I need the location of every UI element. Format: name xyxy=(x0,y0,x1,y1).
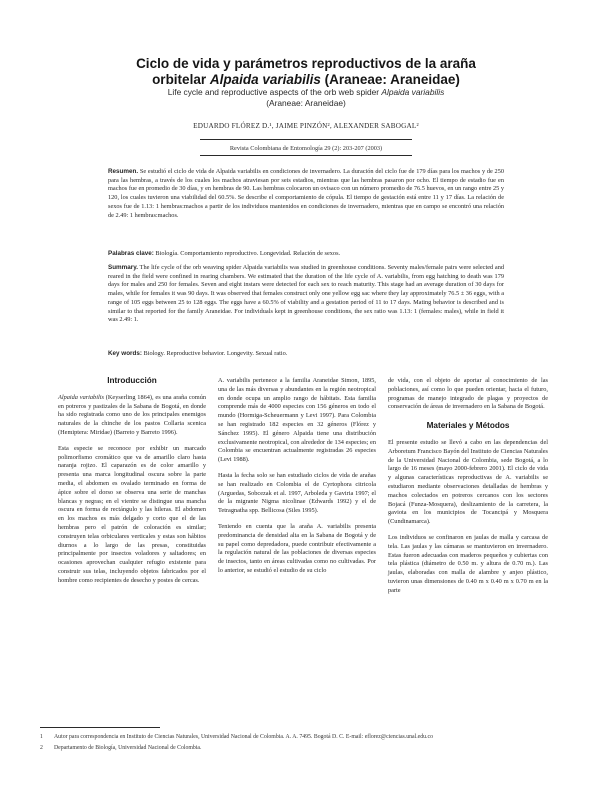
col2-paragraph-3: Teniendo en cuenta que la araña A. variabilis presenta predominancia de densidad alta en la Sabana de Bogotá y de su papel como depredadora, puede contribuir efectivamente a la regulación natural de las poblaciones de diversas especies de insectos, tanto en áreas cultivadas como no cultivadas. Por lo anterior, se estudió el estudio de su ciclo xyxy=(218,522,376,574)
footnote-1 xyxy=(40,733,576,741)
resumen-label: Resumen. xyxy=(108,168,139,175)
summary-text: The life cycle of the orb weaving spider Alpaida variabilis was studied in greenhouse conditions. Seventy males/female pairs were selected and reared in the field were confined in rearing chambers. We estimated that the duration of the life cycle of A. variabilis, from egg hatching to death was 179 days for males and 250 for females. Seven and eight instars were detected for each sex to reach maturity. This stage had an average duration of 30 days for males, while for females it was 90 days. It was observed that females construct only one yellow egg sac where they lay approximately 76.5 ± 36 eggs, with a range of 105 eggs between 25 to 128 eggs. The eggs have a 60.5% of viability and a gestation period of 11 to 17 days. Mating behavior is described and is similar to that reported for the family Araneidae. For individuals kept in greenhouse conditions, the sex ratio was 1.13: 1 (females: males), while in field it was 2.49: 1. xyxy=(108,264,504,324)
palabras-clave-label: Palabras clave: xyxy=(108,250,154,257)
column-2 xyxy=(218,377,376,583)
english-title xyxy=(100,87,512,108)
resumen xyxy=(108,168,504,220)
english-title-text: Life cycle and reproductive aspects of the orb web spider xyxy=(167,87,382,97)
title-species: Alpaida variabilis xyxy=(209,72,321,87)
intro-paragraph-1 xyxy=(58,394,206,438)
footnote-2-text: Departamento de Biología, Universidad Nacional de Colombia. xyxy=(54,745,202,751)
english-title-line-1 xyxy=(100,87,512,98)
column-3 xyxy=(388,377,548,603)
authors: EDUARDO FLÓREZ D.¹, JAIME PINZÓN², ALEXANDER SABOGAL² xyxy=(193,122,419,130)
title-line-2b: (Araneae: Araneidae) xyxy=(320,72,460,87)
footnote-2-mark: 2 xyxy=(40,745,43,751)
title-line-2a: orbitelar xyxy=(152,72,210,87)
col2-paragraph-2: Hasta la fecha solo se han estudiado ciclos de vida de arañas se han realizado en Colombia el de Cyrtophora citricola (Arguedas, Sobcezak et al. 1997, Arboleda y Gaviria 1997; el de la migrante Nigma nicolinae (Edwards 1992) y el de Tetragnatha spp. Bellicosa (Siles 1995). xyxy=(218,471,376,515)
col3-paragraph-3: Los individuos se confinaron en jaulas de malla y carcasa de tela. Las jaulas y las cámaras se mantuvieron en invernadero. Estas fueron adecuadas con maderos pequeños y cubiertas con tela plástica (diámetro de 0.50 m. y altura de 0.70 m.). Las jaulas, elaboradas con malla de alambre y anjeo plástico, tuvieron unas dimensiones de 0.40 m x 0.40 m x 0.70 m en la parte xyxy=(388,533,548,594)
key-words-text: Biology. Reproductive behavior. Longevity. Sexual ratio. xyxy=(141,350,288,357)
footnote-2 xyxy=(40,744,576,752)
column-1 xyxy=(58,377,206,593)
journal-reference: Revista Colombiana de Entomología 29 (2): 203-207 (2003) xyxy=(229,145,383,152)
intro-paragraph-2: Esta especie se reconoce por exhibir un marcado polimorfismo cromático que va de amarillo claro hasta naranja rojizo. El caparazón es de color amarillo y presenta una marca longitudinal oscura sobre la parte media, el abdomen es ovalado terminado en forma de ápice sobre el dorso se observa una serie de manchas blancas y negras; en el vientre se distingue una mancha oscura en forma de rectángulo y las hileras. El abdomen en los machos es más delgado y corto que el de las hembras pero el patrón de coloración es similar; construyen telas orbiculares verticales y estas son hábitos diurnos a lo largo de las presas, constituidas principalmente por insectos voladores y saltadores; en ocasiones aprovechan cualquier refugio existente para construir sus telas, incluyendo objetos fabricados por el hombre como recipientes de desecho y postes de cercas. xyxy=(58,444,206,584)
header-rule-top xyxy=(200,139,412,140)
intro-p1-text: (Keyserling 1864), es una araña común en potreros y pastizales de la Sabana de Bogotá, en donde ha sido registrada como uno de los principales enemigos naturales de la chinche de los pastos Collaria scenica (Hemiptera: Miridae) (Barreto y Barreto 1996). xyxy=(58,393,207,436)
header-rule-bottom xyxy=(200,155,412,156)
heading-materiales-metodos: Materiales y Métodos xyxy=(426,421,510,431)
col3-paragraph-2: El presente estudio se llevó a cabo en las dependencias del Arboretum Francisco Bayón del Instituto de Ciencias Naturales de la Universidad Nacional de Colombia, sede Bogotá, a lo largo de 16 meses (mayo 2000-febrero 2001). El ciclo de vida y algunas características reproductivas de A. variabilis se estudiaron mediante observaciones detalladas de hembras y machos colectados en potreros cercanos con los sectores Bojacá (Funza-Mosquera), deslizamiento de la carretera, la gaviota en los municipios de Tocancipá y Mosquera (Cundinamarca). xyxy=(388,438,549,526)
key-words xyxy=(108,350,504,359)
resumen-text: Se estudió el ciclo de vida de Alpaida variabilis en condiciones de invernadero. La duración del ciclo fue de 179 días para los machos y de 250 para las hembras, a través de los cuales los machos atraviesan por seis estadios, mientras que las hembras pasaron por ocho. El tiempo de estadio fue en machos fue en promedio de 30 días, y en hembras de 90. Las hembras colocaron un ovisaco con un número promedio de 76.5 huevos, en un rango entre 25 y 120, los cuales tuvieron una viabilidad del 60.5%. Se describe el comportamiento de cópula. El tiempo de gestación está entre 11 y 17 días. La relación de sexos fue de 1.13: 1 hembras:machos a partir de los individuos mantenidos en condiciones de invernadero, mientras que en campo se encontró una relación de 2.49: 1 hembras:machos. xyxy=(108,168,504,219)
article-title xyxy=(60,56,552,88)
col2-paragraph-1: A. variabilis pertenece a la familia Araneidae Simon, 1895, una de las más diversas y abundantes en la región neotropical en donde ocupa un amplio rango de hábitats. Esta familia comprende más de 4000 especies con 156 géneros en todo el mundo (Hormiga-Scheuermann y Levi 1997). Para Colombia se han registrado 182 especies en 32 géneros (Flórez y Sánchez 1995). El género Alpaida tiene una distribución exclusivamente neotropical, con alrededor de 134 especies; en Colombia se encuentran actualmente registradas 26 especies (Levi 1988). xyxy=(218,377,376,464)
footnote-1-text: Autor para correspondencia en Instituto de Ciencias Naturales, Universidad Nacional de Colombia. A. A. 7495. Bogotá D. C. E-mail: eflorez@ciencias.unal.edu.co xyxy=(54,734,433,740)
summary xyxy=(108,264,504,325)
heading-introduccion: Introducción xyxy=(107,376,157,385)
title-line-2 xyxy=(60,72,552,88)
footnotes xyxy=(40,733,576,755)
title-line-1: Ciclo de vida y parámetros reproductivos de la araña xyxy=(136,56,476,71)
footnote-1-mark: 1 xyxy=(40,734,43,740)
english-title-line-2: (Araneae: Araneidae) xyxy=(266,97,346,108)
key-words-label: Key words: xyxy=(108,350,142,357)
col3-paragraph-1: de vida, con el objeto de aportar al conocimiento de las poblaciones, así como lo que pueden orientar, hacia el futuro, programas de manejo integrado de plagas y proyectos de conservación de áreas de invernadero en la Sabana de Bogotá. xyxy=(388,377,548,411)
summary-label: Summary. xyxy=(108,264,138,271)
palabras-clave xyxy=(108,250,504,259)
english-title-species: Alpaida variabilis xyxy=(381,87,445,97)
footnote-rule xyxy=(40,727,160,728)
palabras-clave-text: Biología. Comportamiento reproductivo. Longevidad. Relación de sexos. xyxy=(153,250,341,257)
intro-species: Alpaida variabilis xyxy=(58,393,104,401)
